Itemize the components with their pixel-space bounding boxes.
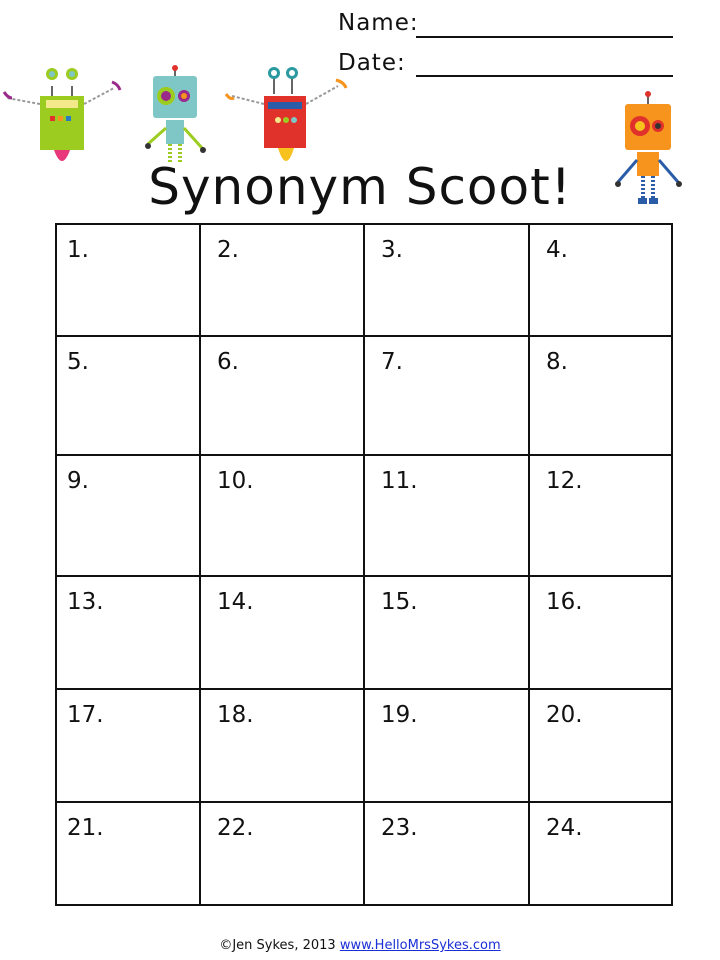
name-label: Name: bbox=[338, 10, 419, 36]
answer-box-20[interactable] bbox=[530, 690, 671, 803]
box-number: 20. bbox=[546, 702, 583, 728]
box-number: 22. bbox=[217, 815, 254, 841]
box-number: 19. bbox=[381, 702, 418, 728]
answer-box-15[interactable] bbox=[365, 577, 530, 690]
answer-box-14[interactable] bbox=[201, 577, 365, 690]
box-number: 12. bbox=[546, 468, 583, 494]
answer-box-23[interactable] bbox=[365, 803, 530, 905]
answer-box-19[interactable] bbox=[365, 690, 530, 803]
answer-box-6[interactable] bbox=[201, 337, 365, 456]
box-number: 17. bbox=[67, 702, 104, 728]
box-number: 14. bbox=[217, 589, 254, 615]
footer bbox=[0, 938, 720, 953]
answer-box-11[interactable] bbox=[365, 456, 530, 577]
box-number: 6. bbox=[217, 349, 239, 375]
answer-grid bbox=[55, 223, 673, 906]
box-number: 16. bbox=[546, 589, 583, 615]
box-number: 2. bbox=[217, 237, 239, 263]
box-number: 24. bbox=[546, 815, 583, 841]
answer-box-22[interactable] bbox=[201, 803, 365, 905]
box-number: 5. bbox=[67, 349, 89, 375]
answer-box-4[interactable] bbox=[530, 225, 671, 337]
answer-box-3[interactable] bbox=[365, 225, 530, 337]
box-number: 21. bbox=[67, 815, 104, 841]
name-field[interactable] bbox=[416, 36, 673, 38]
answer-box-18[interactable] bbox=[201, 690, 365, 803]
box-number: 13. bbox=[67, 589, 104, 615]
box-number: 8. bbox=[546, 349, 568, 375]
box-number: 18. bbox=[217, 702, 254, 728]
box-number: 11. bbox=[381, 468, 418, 494]
answer-box-1[interactable] bbox=[57, 225, 201, 337]
copyright-text: ©Jen Sykes, 2013 bbox=[219, 938, 336, 953]
answer-box-13[interactable] bbox=[57, 577, 201, 690]
box-number: 4. bbox=[546, 237, 568, 263]
date-field[interactable] bbox=[416, 75, 673, 77]
box-number: 7. bbox=[381, 349, 403, 375]
date-label: Date: bbox=[338, 50, 406, 76]
box-number: 23. bbox=[381, 815, 418, 841]
answer-box-24[interactable] bbox=[530, 803, 671, 905]
website-link[interactable]: www.HelloMrsSykes.com bbox=[339, 938, 501, 953]
answer-box-2[interactable] bbox=[201, 225, 365, 337]
answer-box-17[interactable] bbox=[57, 690, 201, 803]
green-robot-illustration bbox=[2, 62, 124, 170]
answer-box-16[interactable] bbox=[530, 577, 671, 690]
box-number: 1. bbox=[67, 237, 89, 263]
answer-box-10[interactable] bbox=[201, 456, 365, 577]
box-number: 9. bbox=[67, 468, 89, 494]
box-number: 15. bbox=[381, 589, 418, 615]
answer-box-12[interactable] bbox=[530, 456, 671, 577]
red-robot-illustration bbox=[224, 64, 348, 170]
box-number: 10. bbox=[217, 468, 254, 494]
page-title: Synonym Scoot! bbox=[148, 158, 572, 216]
answer-box-21[interactable] bbox=[57, 803, 201, 905]
teal-robot-illustration bbox=[142, 64, 212, 172]
answer-box-5[interactable] bbox=[57, 337, 201, 456]
box-number: 3. bbox=[381, 237, 403, 263]
answer-box-7[interactable] bbox=[365, 337, 530, 456]
answer-box-8[interactable] bbox=[530, 337, 671, 456]
answer-box-9[interactable] bbox=[57, 456, 201, 577]
